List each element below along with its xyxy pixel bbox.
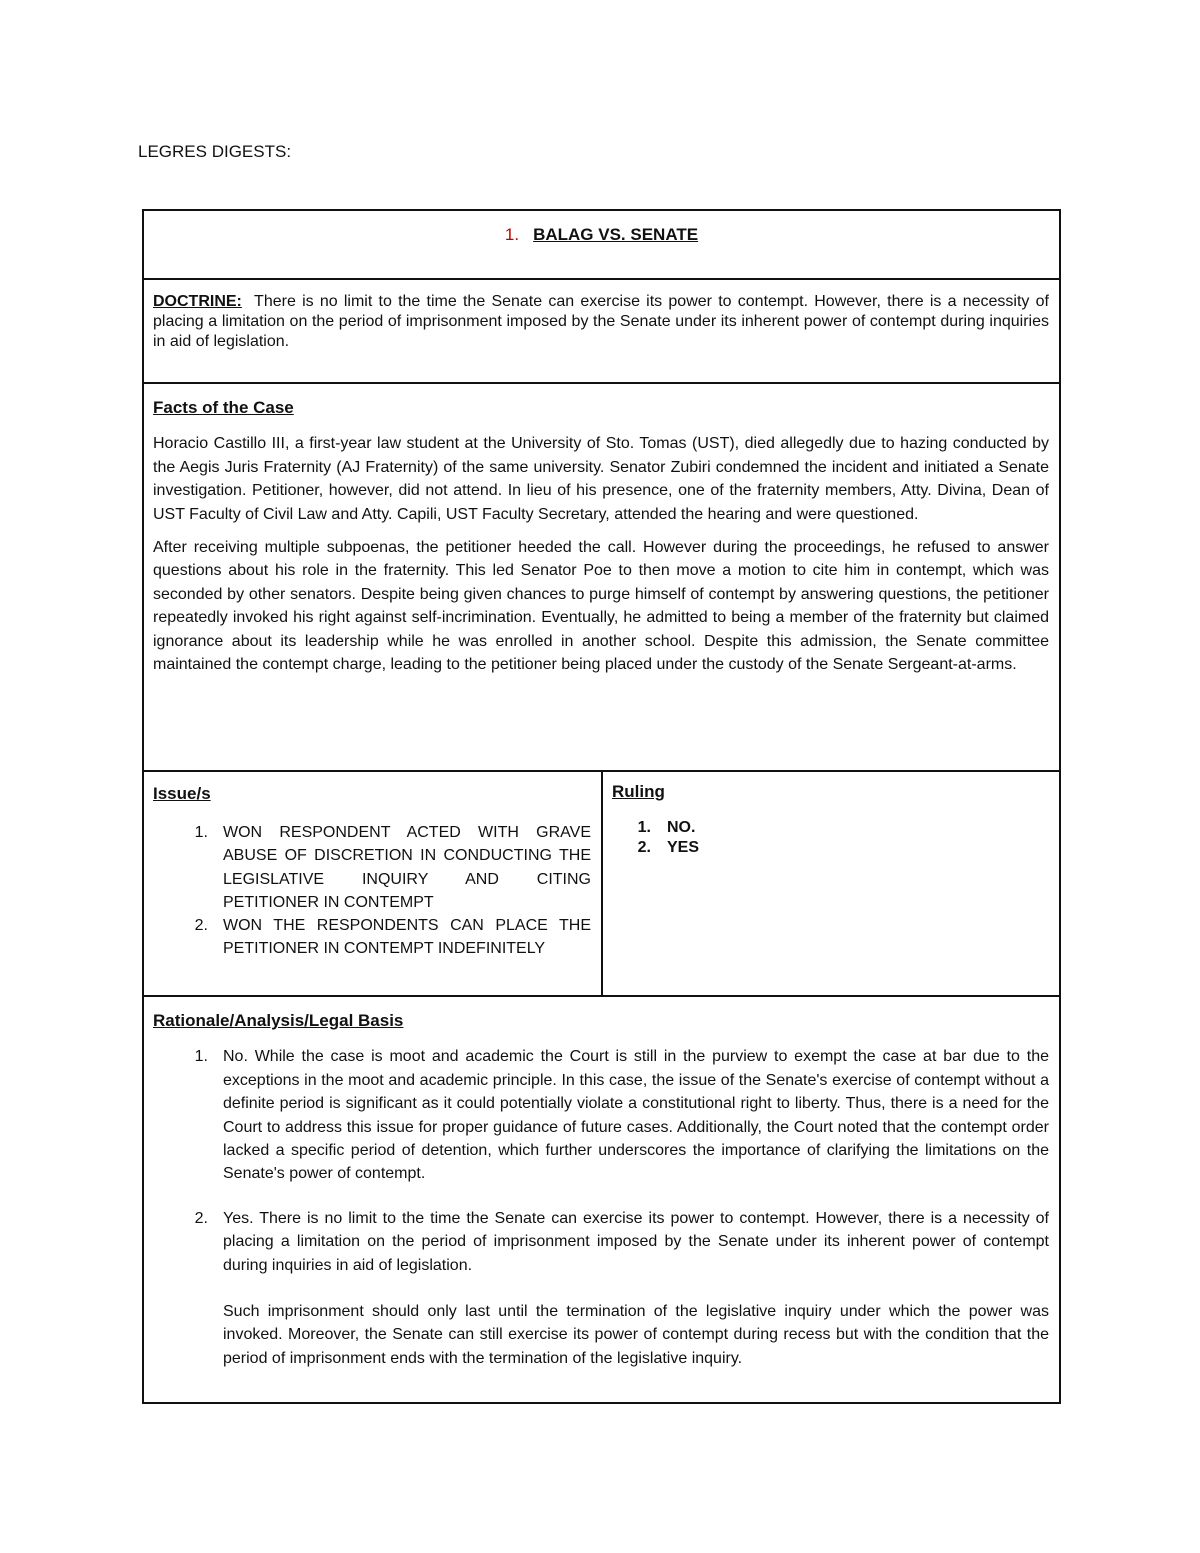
- ruling-item: [612, 838, 1049, 858]
- rulings-list: [612, 818, 1049, 858]
- ruling-column: [603, 772, 1059, 995]
- rationale-label: Rationale/Analysis/Legal Basis: [153, 1011, 404, 1030]
- case-title-row: [144, 211, 1059, 280]
- issues-column: [144, 772, 603, 995]
- rationale-paragraph: Such imprisonment should only last until the termination of the legislative inquiry under which the power was invoked. Moreover, the Senate can still exercise its power of contempt during recess but with the condition that the period of imprisonment ends with the termination of the legislative inquiry.: [223, 1303, 1049, 1367]
- issues-list: [153, 821, 591, 960]
- facts-label: Facts of the Case: [153, 398, 294, 417]
- rationale-section: [144, 997, 1059, 1370]
- rationale-list: [153, 1045, 1049, 1370]
- case-digest-table: [142, 209, 1061, 1404]
- ruling-text: NO.: [667, 819, 696, 836]
- ruling-label: Ruling: [612, 782, 665, 801]
- facts-paragraph: After receiving multiple subpoenas, the petitioner heeded the call. However during the proceedings, he refused to answer questions about his role in the fraternity. This led Senator Poe to then move a motion to cite him in contempt, which was seconded by other senators. Despite being given chances to purge himself of contempt by answering questions, the petitioner repeatedly invoked his right against self-incrimination. Eventually, he admitted to being a member of the fraternity but claimed ignorance about its leadership while he was enrolled in another school. Despite this admission, the Senate committee maintained the contempt charge, leading to the petitioner being placed under the custody of the Senate Sergeant-at-arms.: [153, 539, 1049, 674]
- case-number: 1.: [504, 225, 520, 244]
- document-header: LEGRES DIGESTS:: [138, 142, 292, 161]
- rationale-text: [223, 1045, 1049, 1185]
- doctrine-section: [144, 280, 1059, 384]
- issues-ruling-row: [144, 772, 1059, 997]
- rationale-item: [153, 1045, 1049, 1185]
- issues-label: Issue/s: [153, 784, 211, 803]
- ruling-text: YES: [667, 839, 700, 856]
- issue-number: 1.: [194, 824, 208, 842]
- rationale-text: [223, 1207, 1049, 1370]
- ruling-number: 2.: [637, 839, 651, 856]
- issue-item: [153, 821, 591, 914]
- rationale-paragraph: No. While the case is moot and academic the Court is still in the purview to exempt the case at bar due to the exceptions in the moot and academic principle. In this case, the issue of the Senate's exercise of contempt without a definite period is significant as it could potentially violate a constitutional right to liberty. Thus, there is a need for the Court to address this issue for proper guidance of future cases. Additionally, the Court noted that the contempt order lacked a specific period of detention, which further underscores the importance of clarifying the limitations on the Senate's power of contempt.: [223, 1048, 1049, 1183]
- doctrine-text: There is no limit to the time the Senate can exercise its power to contempt. However, there is a necessity of placing a limitation on the period of imprisonment imposed by the Senate under its inherent power of contempt during inquiries in aid of legislation.: [153, 293, 1049, 350]
- rationale-paragraph: Yes. There is no limit to the time the Senate can exercise its power to contempt. However, there is a necessity of placing a limitation on the period of imprisonment imposed by the Senate under its inherent power of contempt during inquiries in aid of legislation.: [223, 1209, 1049, 1274]
- doctrine-label: DOCTRINE:: [153, 293, 242, 310]
- rationale-number: 1.: [194, 1048, 208, 1066]
- ruling-item: [612, 818, 1049, 838]
- rationale-number: 2.: [194, 1209, 208, 1227]
- issue-number: 2.: [194, 917, 208, 935]
- issue-text: WON THE RESPONDENTS CAN PLACE THE PETITIONER IN CONTEMPT INDEFINITELY: [223, 917, 591, 958]
- issue-item: [153, 914, 591, 960]
- rationale-item: [153, 1207, 1049, 1370]
- ruling-number: 1.: [637, 819, 651, 836]
- case-title: BALAG VS. SENATE: [533, 225, 699, 244]
- facts-paragraph: Horacio Castillo III, a first-year law student at the University of Sto. Tomas (UST), died allegedly due to hazing conducted by the Aegis Juris Fraternity (AJ Fraternity) of the same university. Senator Zubiri condemned the incident and initiated a Senate investigation. Petitioner, however, did not attend. In lieu of his presence, one of the fraternity members, Atty. Divina, Dean of UST Faculty of Civil Law and Atty. Capili, UST Faculty Secretary, attended the hearing and were questioned.: [153, 435, 1049, 523]
- facts-section: [144, 384, 1059, 772]
- issue-text: WON RESPONDENT ACTED WITH GRAVE ABUSE OF DISCRETION IN CONDUCTING THE LEGISLATIVE INQUIRY AND CITING PETITIONER IN CONTEMPT: [223, 824, 591, 911]
